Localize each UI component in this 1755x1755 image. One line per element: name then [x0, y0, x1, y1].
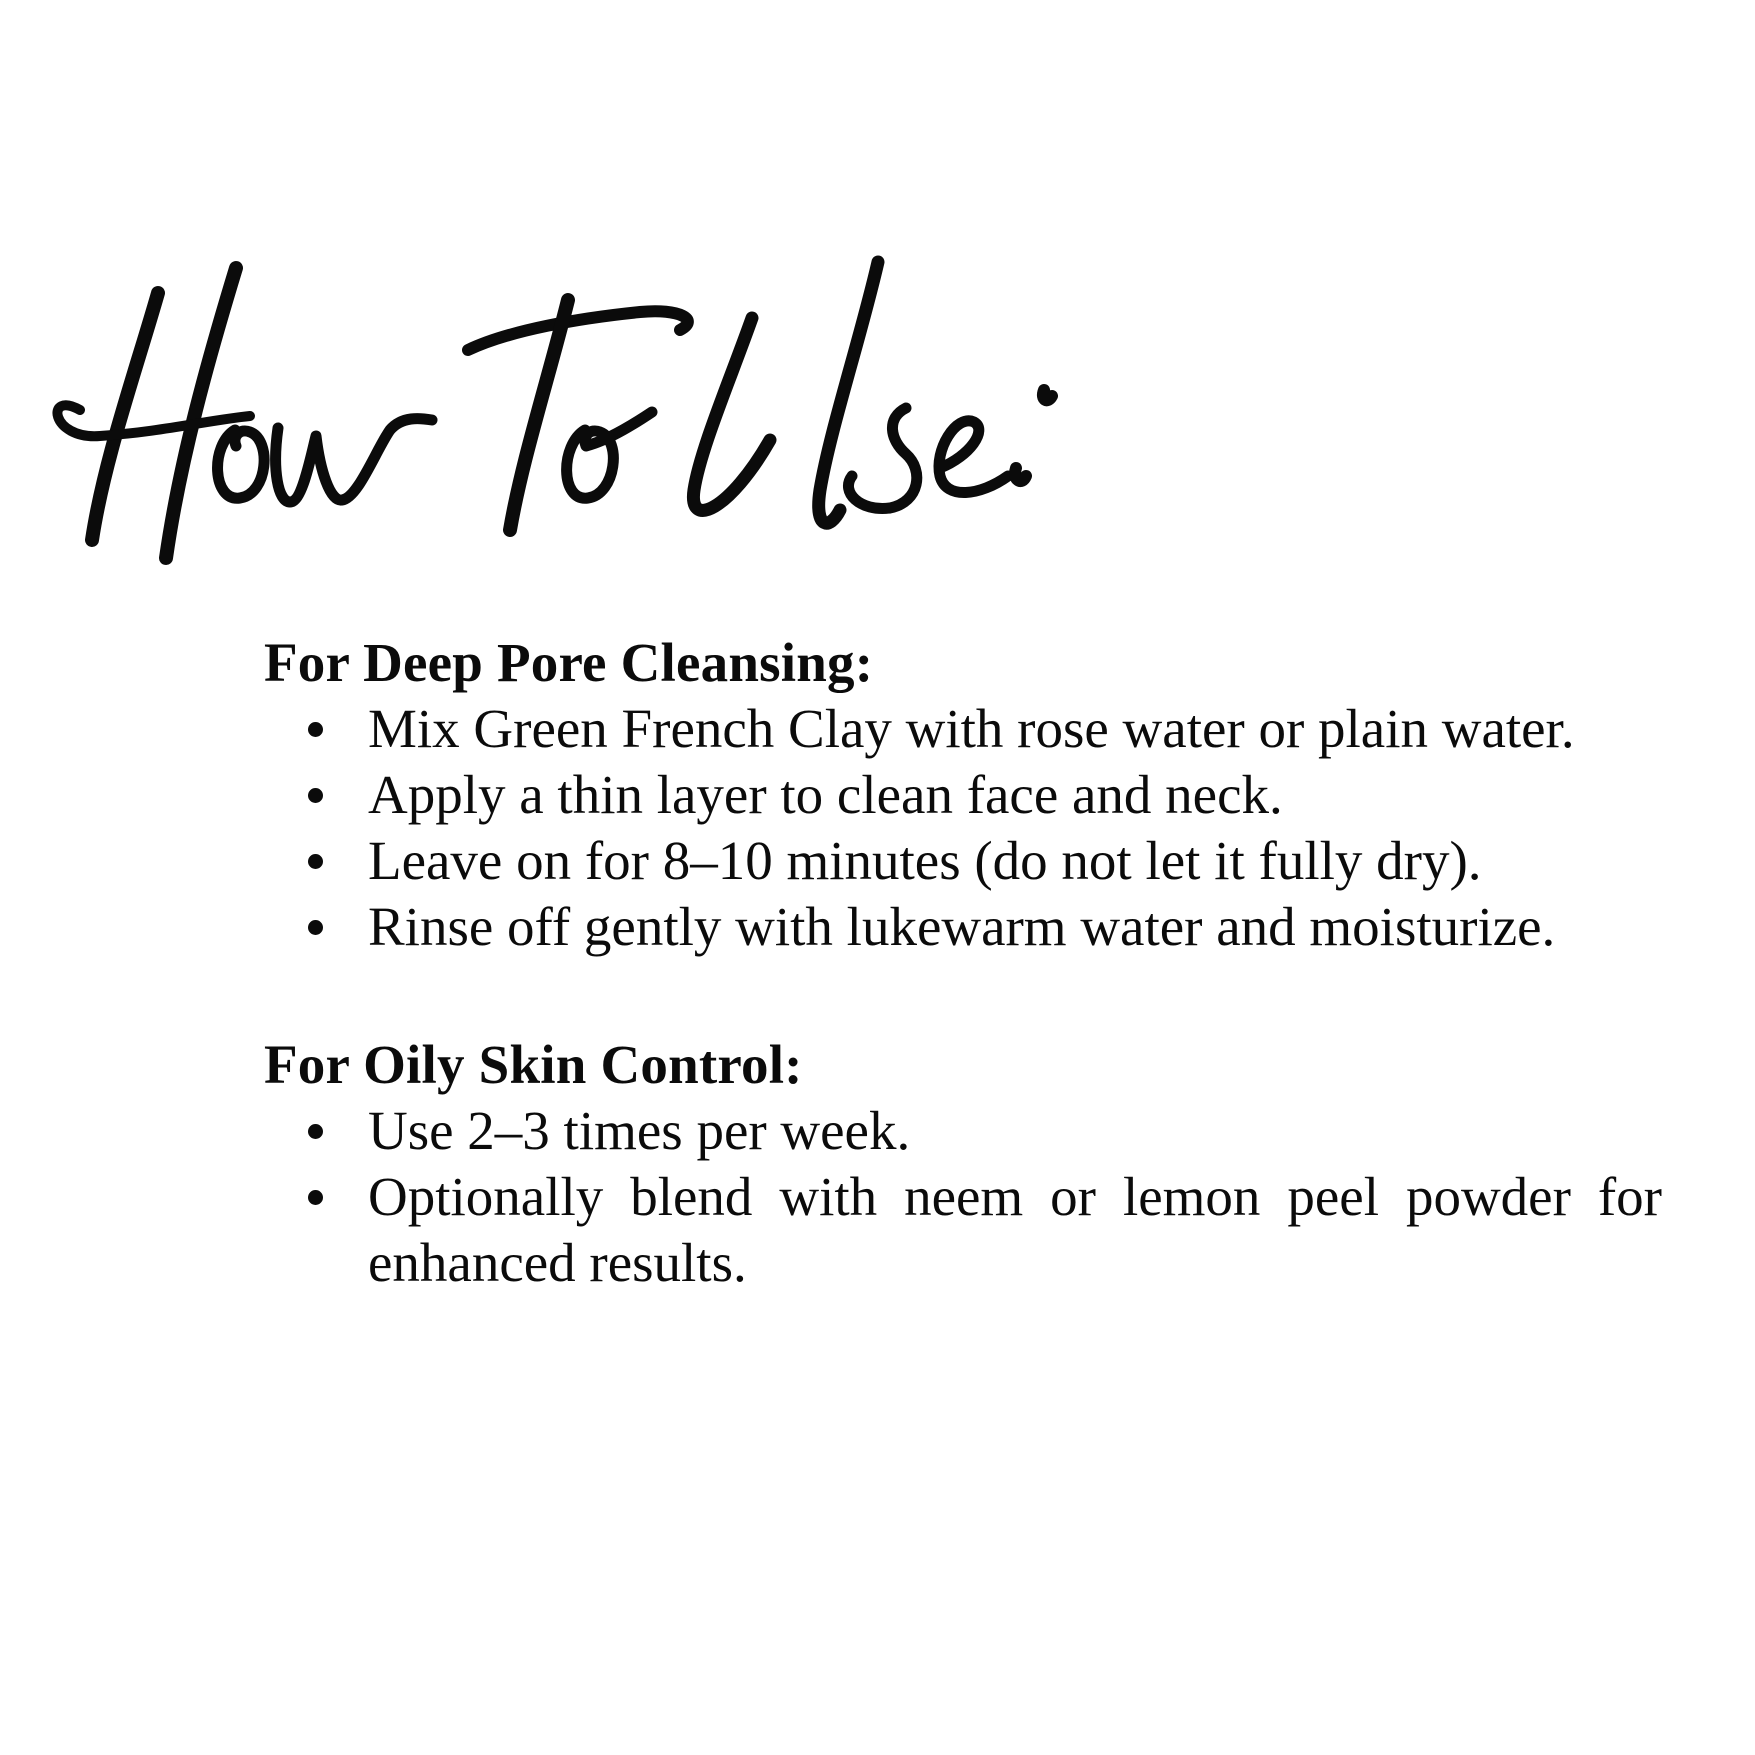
- section-deep-pore-cleansing: [264, 630, 1662, 960]
- step-text: Optionally blend with neem or lemon peel powder for enhanced results.: [368, 1166, 1662, 1293]
- bullet-icon: [308, 1190, 323, 1205]
- section-heading: For Oily Skin Control:: [264, 1034, 803, 1095]
- list-item: [264, 828, 1662, 894]
- list-item: [264, 1164, 1662, 1296]
- section-oily-skin-control: [264, 1032, 1662, 1296]
- step-text: Mix Green French Clay with rose water or plain water.: [368, 698, 1575, 759]
- bullet-icon: [308, 788, 323, 803]
- bullet-icon: [308, 722, 323, 737]
- page-title: [40, 240, 1220, 600]
- bullet-icon: [308, 920, 323, 935]
- section-heading: For Deep Pore Cleansing:: [264, 632, 874, 693]
- step-text: Leave on for 8–10 minutes (do not let it fully dry).: [368, 830, 1482, 891]
- step-text: Rinse off gently with lukewarm water and moisturize.: [368, 896, 1556, 957]
- title-script-lettering: [40, 240, 1220, 600]
- list-item: [264, 894, 1662, 960]
- list-item: [264, 696, 1662, 762]
- list-item: [264, 1098, 1662, 1164]
- steps-list: [264, 1098, 1662, 1296]
- instructions: [264, 630, 1662, 1368]
- bullet-icon: [308, 1124, 323, 1139]
- bullet-icon: [308, 854, 323, 869]
- step-text: Apply a thin layer to clean face and neck.: [368, 764, 1283, 825]
- steps-list: [264, 696, 1662, 960]
- list-item: [264, 762, 1662, 828]
- step-text: Use 2–3 times per week.: [368, 1100, 911, 1161]
